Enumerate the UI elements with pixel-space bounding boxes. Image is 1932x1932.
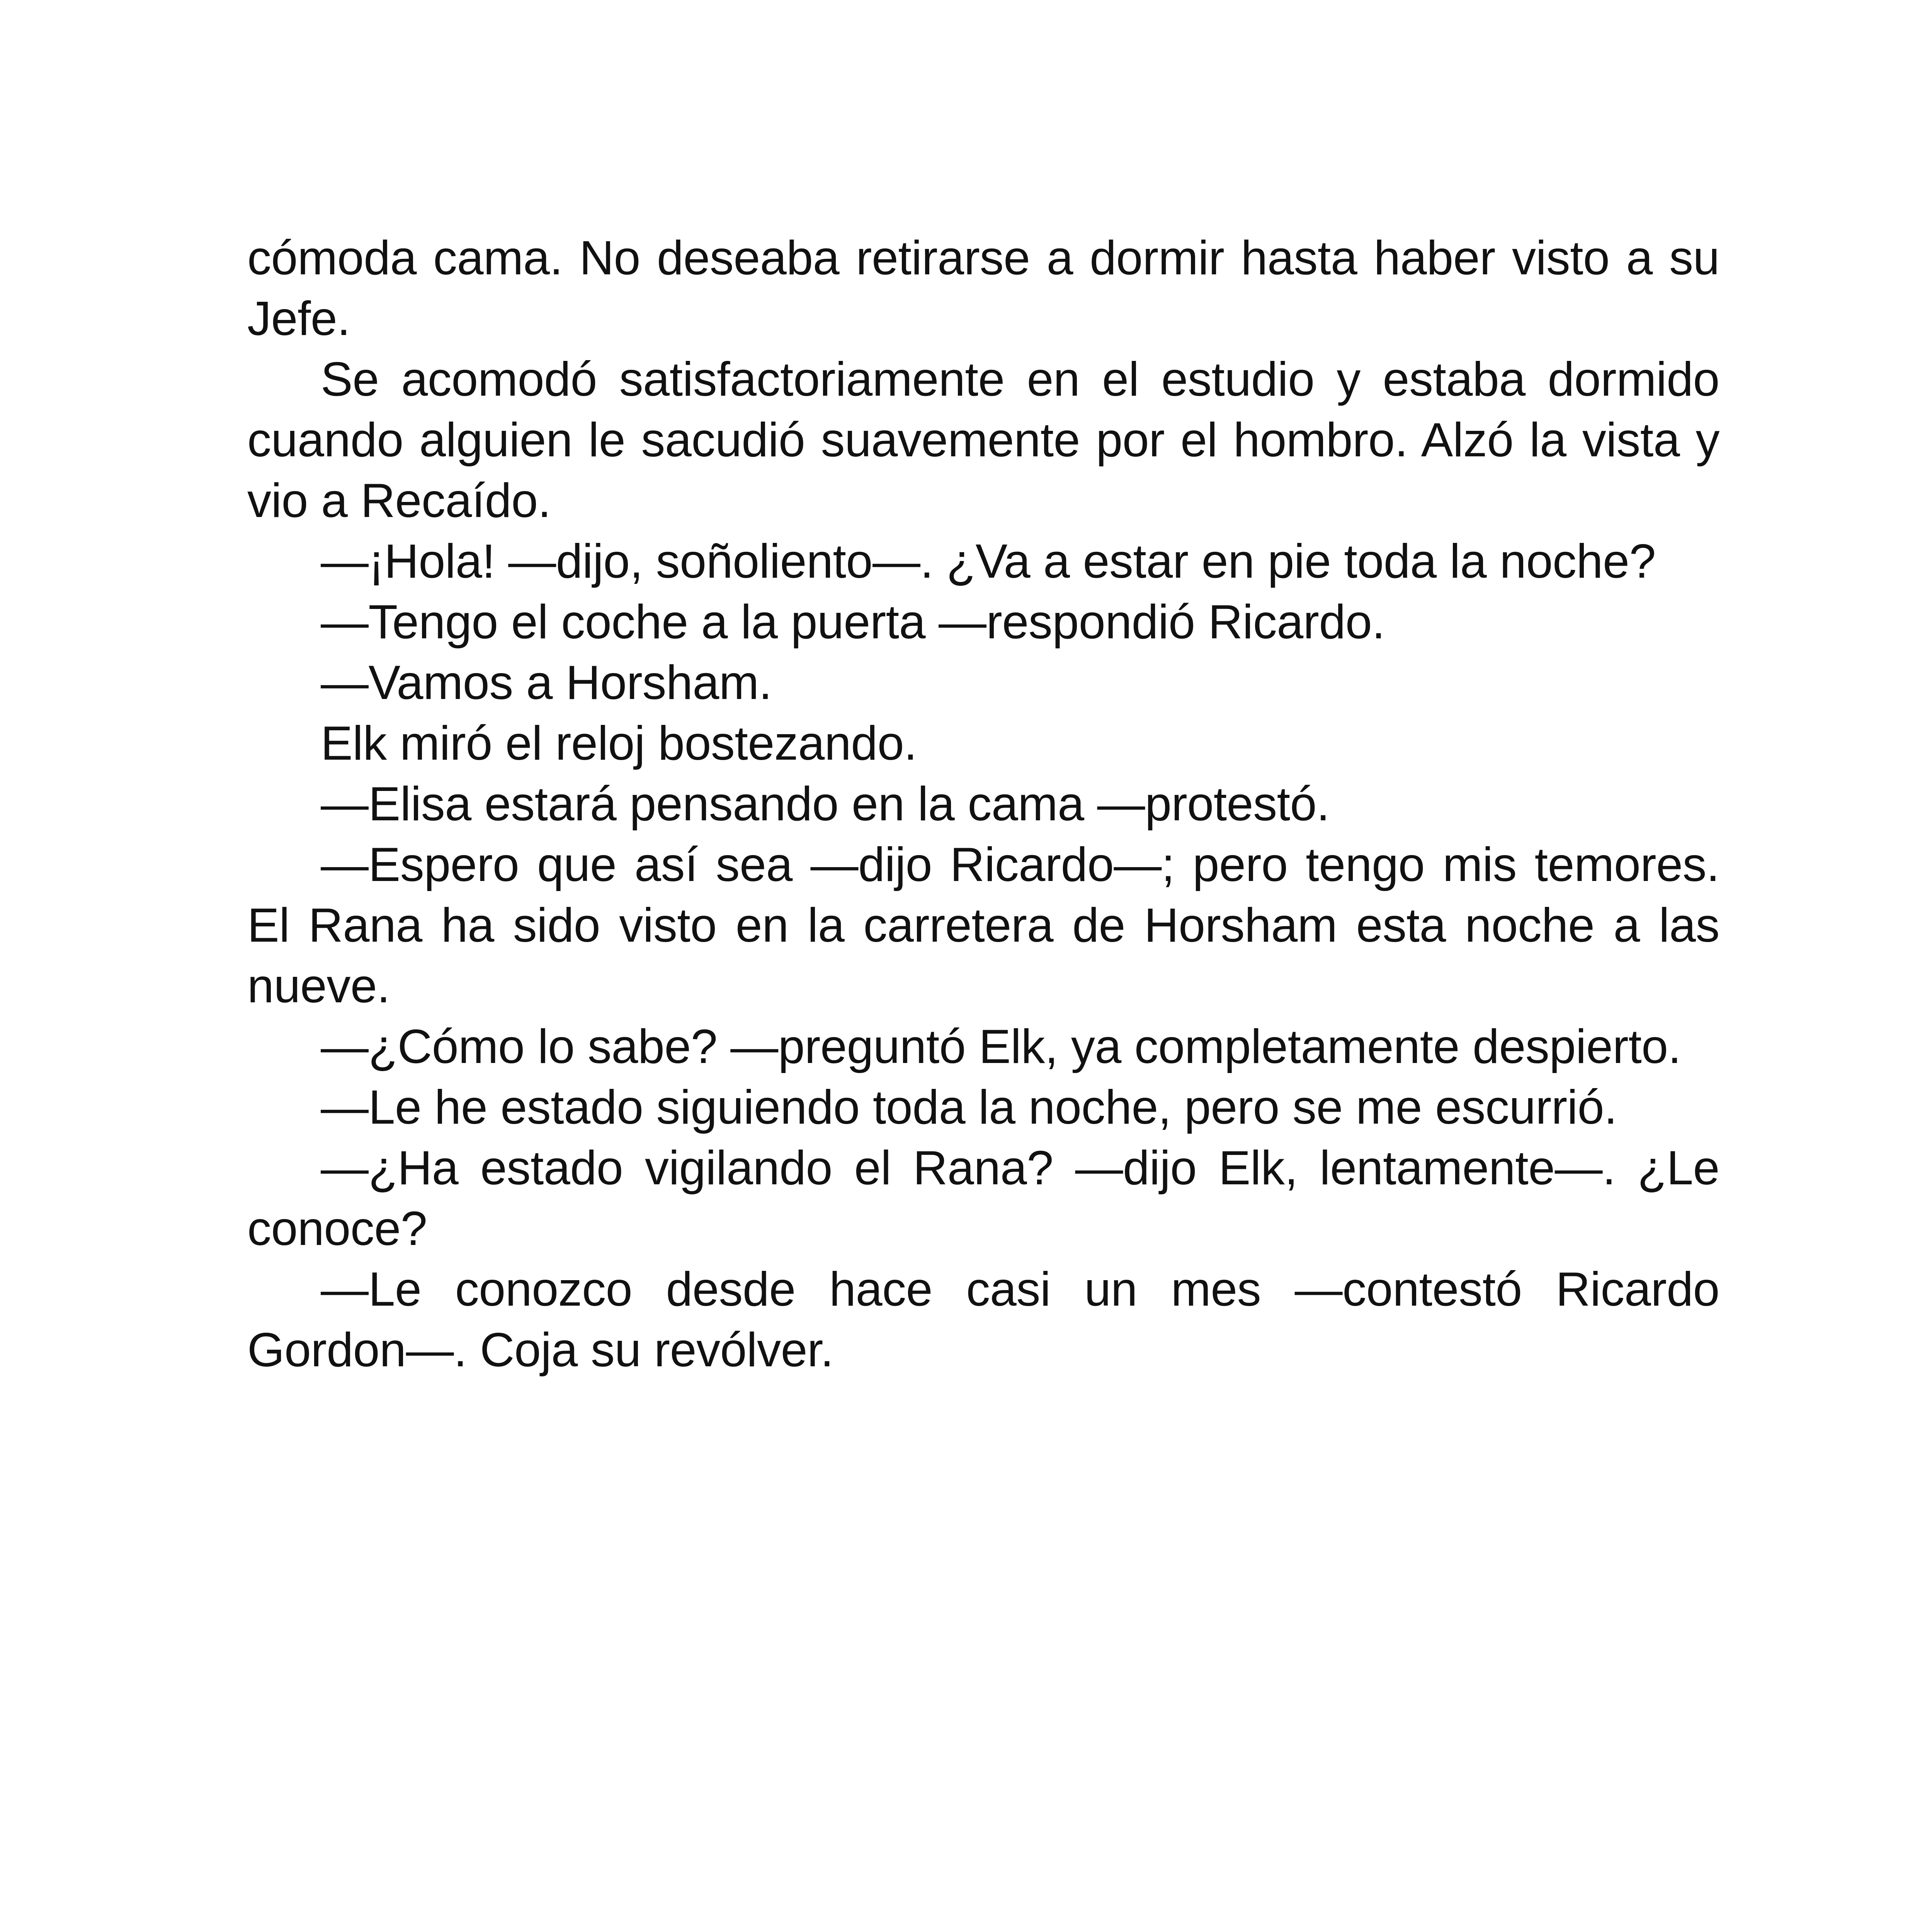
paragraph: —Vamos a Horsham.: [321, 656, 772, 709]
paragraph: —Le he estado siguiendo toda la noche, pero se me escurrió.: [321, 1081, 1617, 1134]
paragraph: —Tengo el coche a la puerta —respondió Ricardo.: [321, 595, 1385, 649]
paragraph: Se acomodó satisfactoriamente en el estudio y estaba dormido cuando alguien le sacudió suavemente por el hombro. Alzó la vista y vio a Recaído.: [247, 353, 1719, 527]
paragraph: —¡Hola! —dijo, soñoliento—. ¿Va a estar en pie toda la noche?: [321, 535, 1656, 588]
paragraph: —Espero que así sea —dijo Ricardo—; pero tengo mis temores. El Rana ha sido visto en la carretera de Horsham esta noche a las nueve.: [247, 838, 1719, 1013]
paragraph: —¿Cómo lo sabe? —preguntó Elk, ya completamente despierto.: [321, 1020, 1681, 1073]
paragraph: Elk miró el reloj bostezando.: [321, 717, 917, 770]
paragraph: —¿Ha estado vigilando el Rana? —dijo Elk, lentamente—. ¿Le conoce?: [247, 1141, 1719, 1255]
paragraph: cómoda cama. No deseaba retirarse a dormir hasta haber visto a su Jefe.: [247, 231, 1719, 345]
paragraph: —Le conozco desde hace casi un mes —contestó Ricardo Gordon—. Coja su revólver.: [247, 1263, 1719, 1377]
paragraph: —Elisa estará pensando en la cama —protestó.: [321, 777, 1330, 831]
page-body-text: [247, 228, 1719, 1381]
